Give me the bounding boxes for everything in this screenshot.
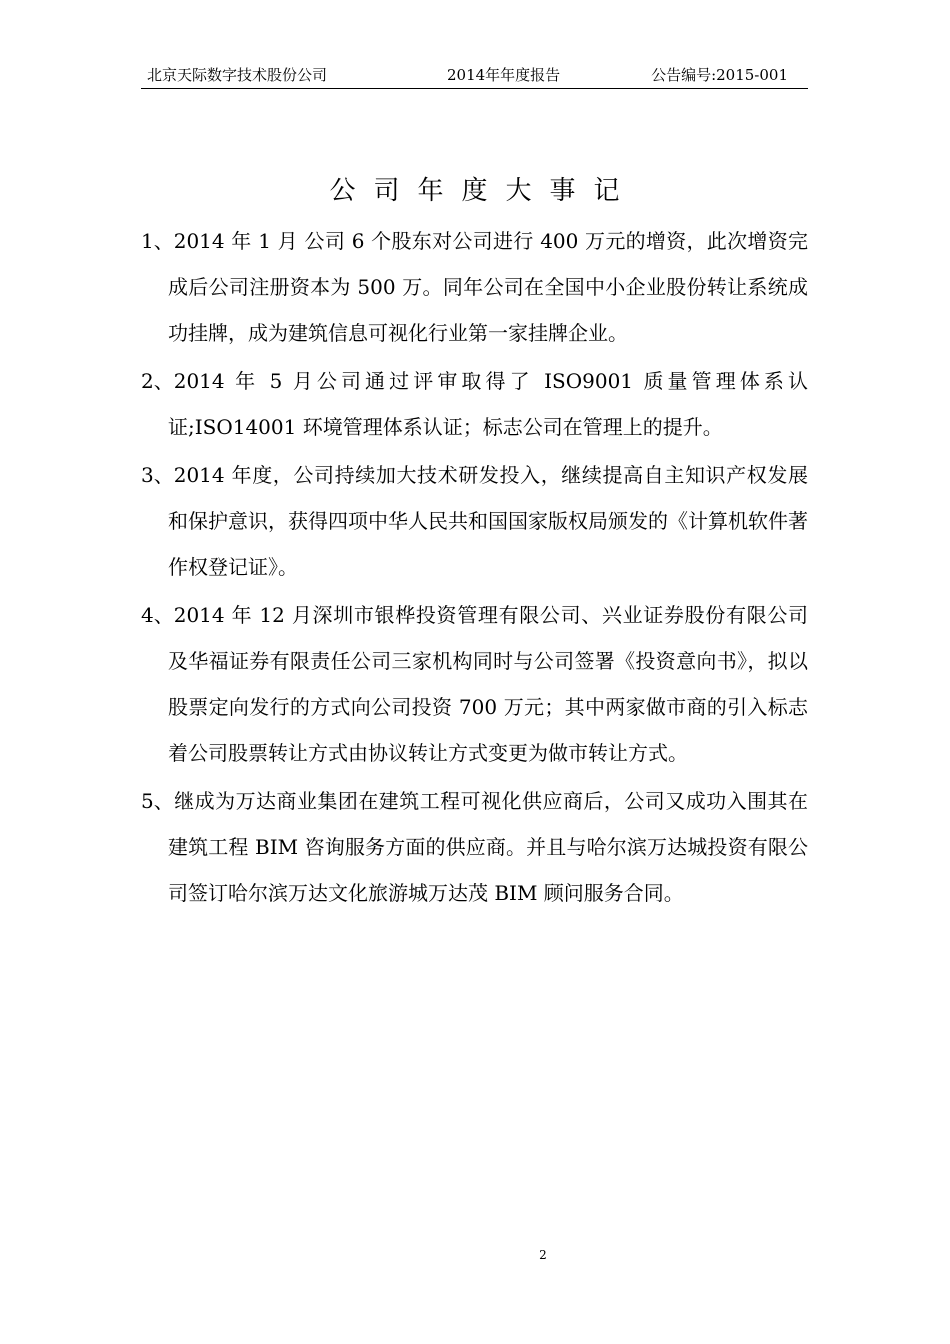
header-company-name: 北京天际数字技术股份公司	[147, 66, 328, 84]
event-item-1	[141, 218, 808, 356]
event-number: 3、	[141, 463, 174, 487]
event-item-4	[141, 592, 808, 776]
event-number: 5、	[141, 789, 174, 813]
event-text: 2014 年 5 月公司通过评审取得了 ISO9001 质量管理体系认证;ISO14001 环境管理体系认证；标志公司在管理上的提升。	[168, 369, 808, 439]
page-header	[141, 60, 808, 89]
event-number: 1、	[141, 229, 174, 253]
page-number: 2	[539, 1248, 547, 1262]
event-item-5	[141, 778, 808, 916]
event-text: 2014 年 1 月 公司 6 个股东对公司进行 400 万元的增资，此次增资完成后公司注册资本为 500 万。同年公司在全国中小企业股份转让系统成功挂牌，成为建筑信息可视化行业第一家挂牌企业。	[168, 229, 808, 345]
events-list	[141, 218, 808, 918]
event-item-3	[141, 452, 808, 590]
event-number: 4、	[141, 603, 174, 627]
page-title: 公司年度大事记	[329, 176, 638, 206]
event-item-2	[141, 358, 808, 450]
event-number: 2、	[141, 369, 174, 393]
event-text: 2014 年 12 月深圳市银桦投资管理有限公司、兴业证券股份有限公司及华福证券有限责任公司三家机构同时与公司签署《投资意向书》，拟以股票定向发行的方式向公司投资 700 万元；其中两家做市商的引入标志着公司股票转让方式由协议转让方式变更为做市转让方式。	[168, 603, 808, 765]
event-text: 继成为万达商业集团在建筑工程可视化供应商后，公司又成功入围其在建筑工程 BIM 咨询服务方面的供应商。并且与哈尔滨万达城投资有限公司签订哈尔滨万达文化旅游城万达茂 BIM 顾问服务合同。	[168, 789, 808, 905]
header-report-title: 2014年年度报告	[447, 66, 561, 84]
event-text: 2014 年度，公司持续加大技术研发投入，继续提高自主知识产权发展和保护意识，获得四项中华人民共和国国家版权局颁发的《计算机软件著作权登记证》。	[168, 463, 808, 579]
header-notice-number: 公告编号:2015-001	[651, 66, 788, 84]
